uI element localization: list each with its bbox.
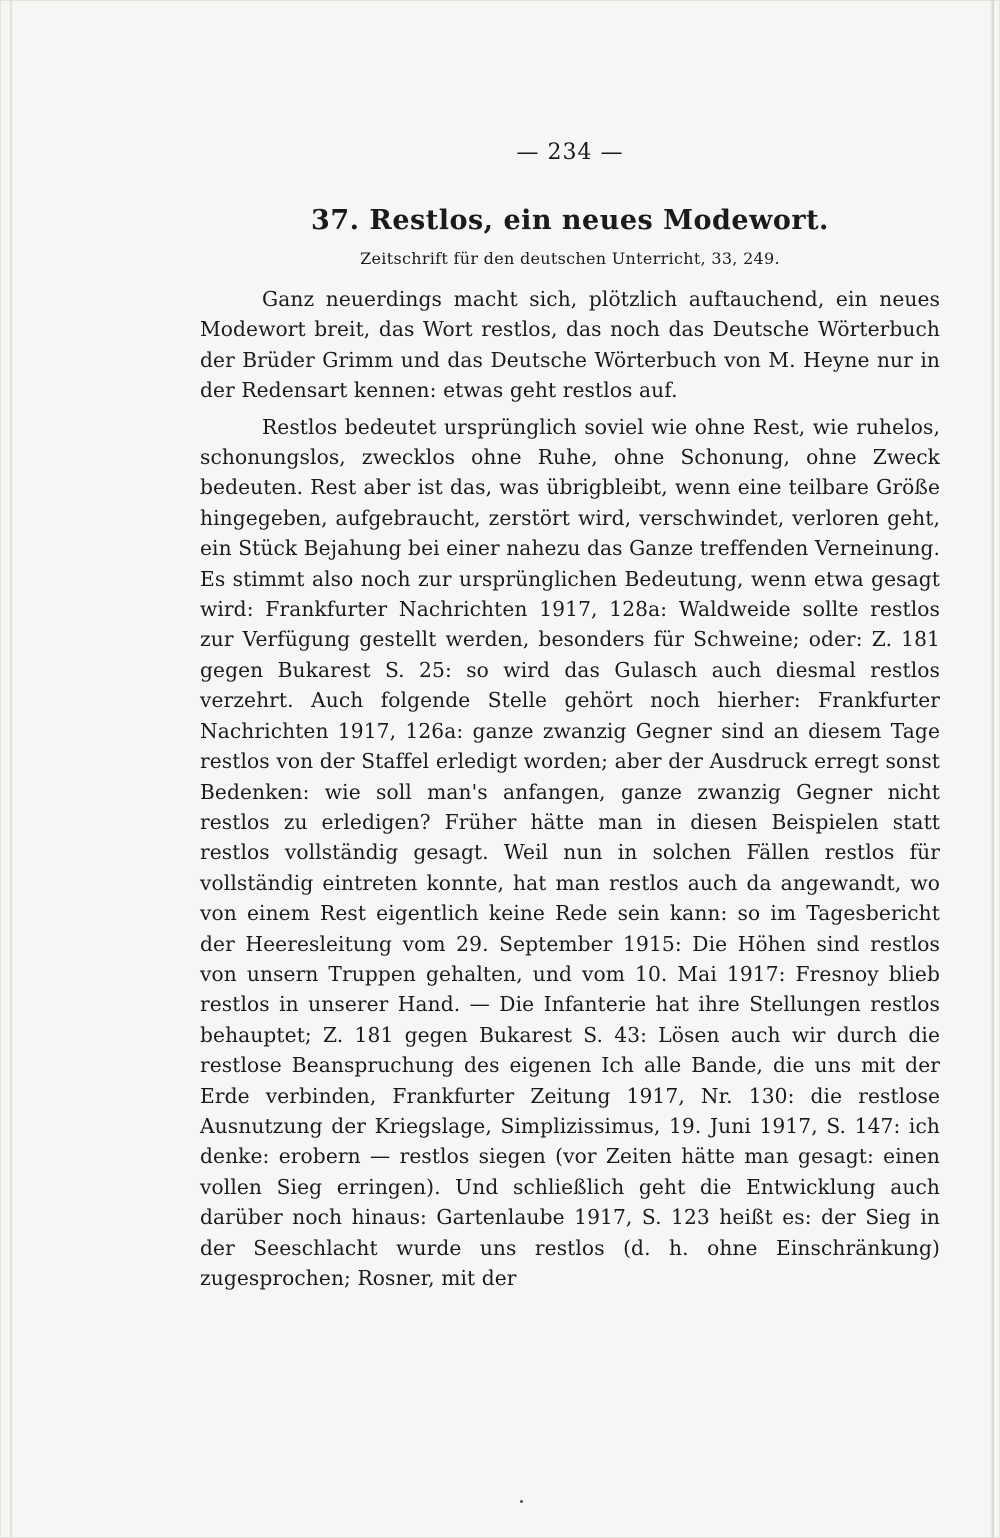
text-block: [200, 140, 940, 1299]
page-edge-right: [990, 0, 994, 1538]
paragraph: Ganz neuerdings macht sich, plötzlich auftauchend, ein neues Modewort breit, das Wort restlos, das noch das Deutsche Wörterbuch der Brüder Grimm und das Deutsche Wörterbuch von M. Heyne nur in der Redensart kennen: etwas geht restlos auf.: [200, 287, 940, 403]
section-heading: 37. Restlos, ein neues Modewort.: [311, 205, 829, 236]
source-citation: Zeitschrift für den deutschen Unterricht, 33, 249.: [360, 249, 780, 268]
page-edge-left: [10, 0, 13, 1538]
paragraph: Restlos bedeutet ursprünglich soviel wie ohne Rest, wie ruhelos, schonungslos, zwecklos ohne Ruhe, ohne Schonung, ohne Zweck bedeuten. Rest aber ist das, was übrigbleibt, wenn eine teilbare Größe hingegeben, aufgebraucht, zerstört wird, verschwindet, verloren geht, ein Stück Bejahung bei einer nahezu das Ganze treffenden Verneinung. Es stimmt also noch zur ursprünglichen Bedeutung, wenn etwa gesagt wird: Frankfurter Nachrichten 1917, 128a: Waldweide sollte restlos zur Verfügung gestellt werden, besonders für Schweine; oder: Z. 181 gegen Bukarest S. 25: so wird das Gulasch auch diesmal restlos verzehrt. Auch folgende Stelle gehört noch hierher: Frankfurter Nachrichten 1917, 126a: ganze zwanzig Gegner sind an diesem Tage restlos von der Staffel erledigt worden; aber der Ausdruck erregt sonst Bedenken: wie soll man's anfangen, ganze zwanzig Gegner nicht restlos zu erledigen? Früher hätte man in diesen Beispielen statt restlos vollständig gesagt. Weil nun in solchen Fällen restlos für vollständig eintreten konnte, hat man restlos auch da angewandt, wo von einem Rest eigentlich keine Rede sein kann: so im Tagesbericht der Heeresleitung vom 29. September 1915: Die Höhen sind restlos von unsern Truppen gehalten, und vom 10. Mai 1917: Fresnoy blieb restlos in unserer Hand. — Die Infanterie hat ihre Stellungen restlos behauptet; Z. 181 gegen Bukarest S. 43: Lösen auch wir durch die restlose Beanspruchung des eigenen Ich alle Bande, die uns mit der Erde verbinden, Frankfurter Zeitung 1917, Nr. 130: die restlose Ausnutzung der Kriegslage, Simplizissimus, 19. Juni 1917, S. 147: ich denke: erobern — restlos siegen (vor Zeiten hätte man gesagt: einen vollen Sieg erringen). Und schließlich geht die Entwicklung auch darüber noch hinaus: Gartenlaube 1917, S. 123 heißt es: der Sieg in der Seeschlacht wurde uns restlos (d. h. ohne Einschränkung) zugesprochen; Rosner, mit der: [200, 414, 941, 1290]
print-speck: [520, 1500, 523, 1503]
page-number: — 234 —: [516, 140, 624, 165]
